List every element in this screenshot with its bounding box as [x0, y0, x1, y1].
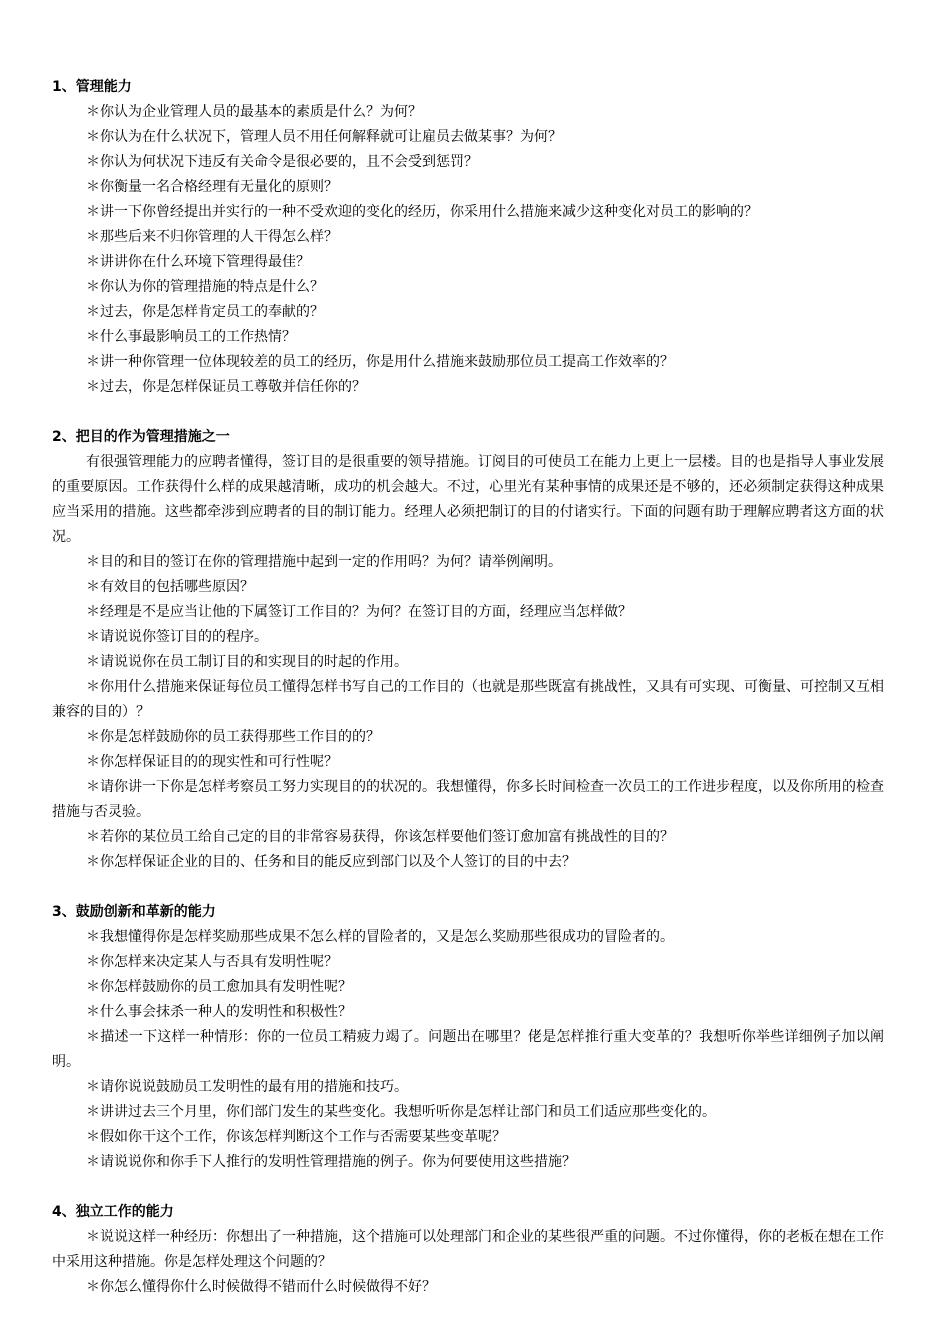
question-item: ＊你怎样来决定某人与否具有发明性呢？ [86, 954, 338, 970]
question-item: ＊过去，你是怎样保证员工尊敬并信任你的？ [86, 379, 366, 395]
question-item: ＊你是怎样鼓励你的员工获得那些工作目的的？ [86, 729, 380, 745]
section-heading: 3、鼓励创新和革新的能力 [52, 904, 216, 920]
section-independent-work [52, 1200, 884, 1300]
question-item: ＊你用什么措施来保证每位员工懂得怎样书写自己的工作目的（也就是那些既富有挑战性，又具有可实现、可衡量、可控制又互相兼容的目的）？ [52, 679, 884, 720]
question-item: ＊讲讲过去三个月里，你们部门发生的某些变化。我想听听你是怎样让部门和员工们适应那些变化的。 [86, 1104, 716, 1120]
question-item: ＊你衡量一名合格经理有无量化的原则？ [86, 179, 338, 195]
question-item: ＊你认为你的管理措施的特点是什么？ [86, 279, 324, 295]
section-heading: 2、把目的作为管理措施之一 [52, 429, 230, 445]
question-item: ＊目的和目的签订在你的管理措施中起到一定的作用吗？为何？请举例阐明。 [86, 554, 562, 570]
question-item: ＊你怎样保证企业的目的、任务和目的能反应到部门以及个人签订的目的中去？ [86, 854, 576, 870]
question-item: ＊请说说你签订目的的程序。 [86, 629, 268, 645]
section-intro-paragraph: 有很强管理能力的应聘者懂得，签订目的是很重要的领导措施。订阅目的可使员工在能力上更上一层楼。目的也是指导人事业发展的重要原因。工作获得什么样的成果越清晰，成功的机会越大。不过，心里光有某种事情的成果还是不够的，还必须制定获得这种成果应当采用的措施。这些都牵涉到应聘者的目的制订能力。经理人必须把制订的目的付诸实行。下面的问题有助于理解应聘者这方面的状况。 [52, 454, 884, 545]
question-item: ＊什么事会抹杀一种人的发明性和积极性？ [86, 1004, 352, 1020]
question-item: ＊什么事最影响员工的工作热情？ [86, 329, 296, 345]
section-heading: 1、管理能力 [52, 79, 132, 95]
section-heading: 4、独立工作的能力 [52, 1204, 174, 1220]
question-item: ＊请说说你在员工制订目的和实现目的时起的作用。 [86, 654, 408, 670]
question-item: ＊请你说说鼓励员工发明性的最有用的措施和技巧。 [86, 1079, 408, 1095]
question-item: ＊若你的某位员工给自己定的目的非常容易获得，你该怎样要他们签订愈加富有挑战性的目的？ [86, 829, 674, 845]
question-item: ＊描述一下这样一种情形：你的一位员工精疲力竭了。问题出在哪里？佬是怎样推行重大变革的？我想听你举些详细例子加以阐明。 [52, 1029, 884, 1070]
question-item: ＊那些后来不归你管理的人干得怎么样？ [86, 229, 338, 245]
question-item: ＊你怎么懂得你什么时候做得不错而什么时候做得不好？ [86, 1279, 436, 1295]
question-item: ＊经理是不是应当让他的下属签订工作目的？为何？在签订目的方面，经理应当怎样做？ [86, 604, 632, 620]
question-item: ＊讲一种你管理一位体现较差的员工的经历，你是用什么措施来鼓励那位员工提高工作效率的？ [86, 354, 674, 370]
question-item: ＊有效目的包括哪些原因？ [86, 579, 254, 595]
question-item: ＊我想懂得你是怎样奖励那些成果不怎么样的冒险者的，又是怎么奖励那些很成功的冒险者的。 [86, 929, 674, 945]
question-item: ＊你认为何状况下违反有关命令是很必要的，且不会受到惩罚？ [86, 154, 478, 170]
question-item: ＊请说说你和你手下人推行的发明性管理措施的例子。你为何要使用这些措施？ [86, 1154, 576, 1170]
question-item: ＊说说这样一种经历：你想出了一种措施，这个措施可以处理部门和企业的某些很严重的问题。不过你懂得，你的老板在想在工作中采用这种措施。你是怎样处理这个问题的？ [52, 1229, 884, 1270]
section-goal-management [52, 425, 884, 875]
section-management-ability [52, 75, 884, 400]
question-item: ＊过去，你是怎样肯定员工的奉献的？ [86, 304, 324, 320]
question-item: ＊讲讲你在什么环境下管理得最佳？ [86, 254, 310, 270]
section-innovation-ability [52, 900, 884, 1175]
question-item: ＊你怎样保证目的的现实性和可行性呢？ [86, 754, 338, 770]
question-item: ＊你怎样鼓励你的员工愈加具有发明性呢？ [86, 979, 352, 995]
question-item: ＊你认为在什么状况下，管理人员不用任何解释就可让雇员去做某事？为何？ [86, 129, 562, 145]
question-item: ＊假如你干这个工作，你该怎样判断这个工作与否需要某些变革呢？ [86, 1129, 506, 1145]
question-item: ＊讲一下你曾经提出并实行的一种不受欢迎的变化的经历，你采用什么措施来减少这种变化对员工的影响的？ [86, 204, 758, 220]
question-item: ＊请你讲一下你是怎样考察员工努力实现目的的状况的。我想懂得，你多长时间检查一次员工的工作进步程度，以及你所用的检查措施与否灵验。 [52, 779, 884, 820]
question-item: ＊你认为企业管理人员的最基本的素质是什么？为何？ [86, 104, 422, 120]
